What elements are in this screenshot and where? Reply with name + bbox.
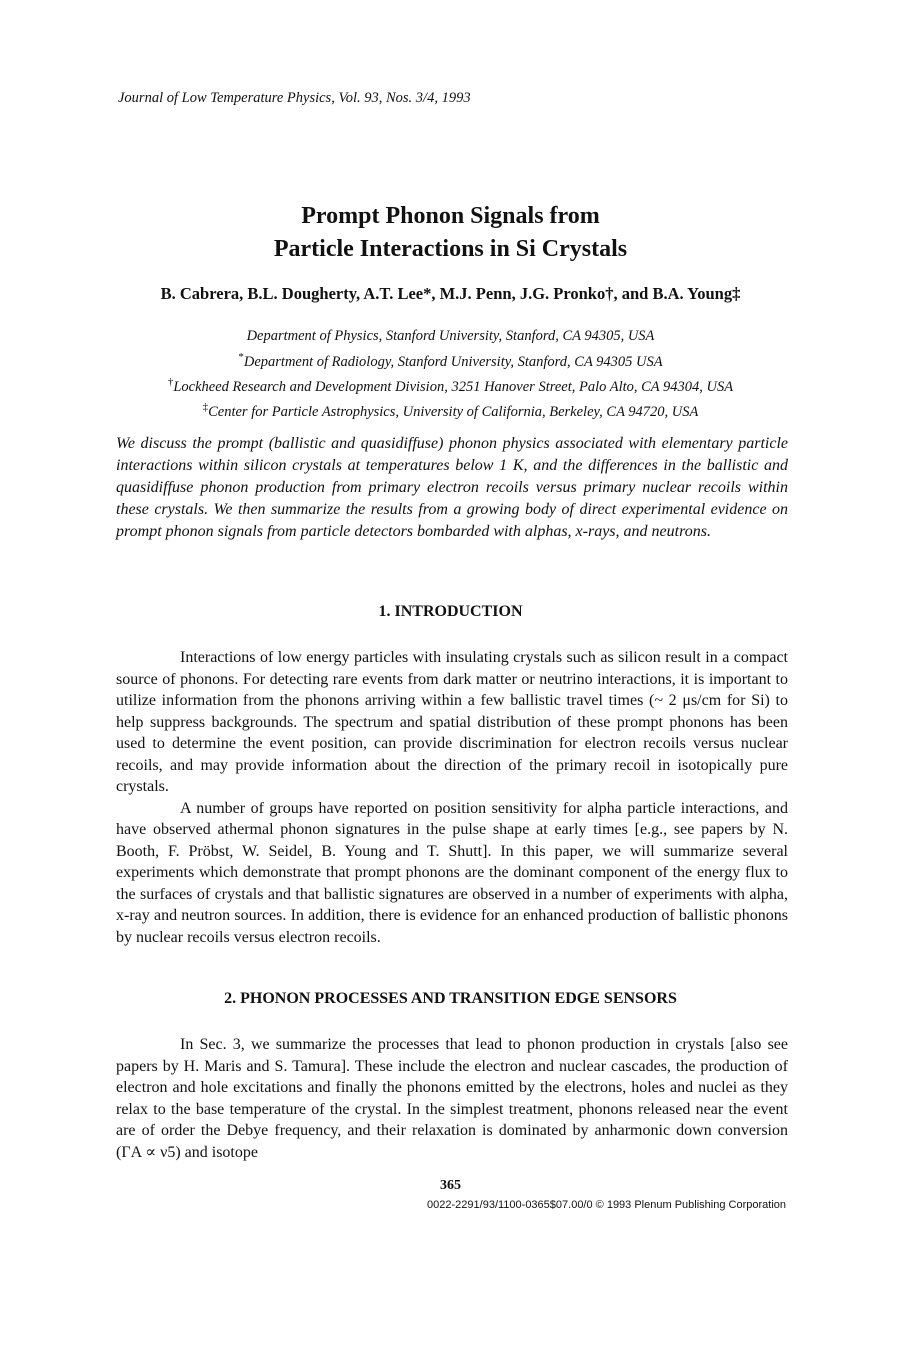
affiliation-text: Center for Particle Astrophysics, University of California, Berkeley, CA 94720, USA <box>208 403 699 420</box>
affiliation-3 <box>0 372 901 397</box>
affiliation-text: Department of Physics, Stanford University, Stanford, CA 94305, USA <box>246 328 655 344</box>
title-line-2: Particle Interactions in Si Crystals <box>273 236 628 262</box>
affiliation-mark: ‡ <box>202 401 209 414</box>
affiliation-1 <box>0 326 901 347</box>
copyright-line: 0022-2291/93/1100-0365$07.00/0 © 1993 Plenum Publishing Corporation <box>427 1199 786 1211</box>
section-heading-phonon-processes: 2. PHONON PROCESSES AND TRANSITION EDGE SENSORS <box>224 990 677 1007</box>
section-heading-introduction: 1. INTRODUCTION <box>378 603 523 620</box>
section-body-introduction <box>116 647 788 948</box>
paragraph: In Sec. 3, we summarize the processes that lead to phonon production in crystals [also see papers by H. Maris and S. Tamura]. These include the electron and nuclear cascades, the production of electron and hole excitations and finally the phonons emitted by the electrons, holes and nuclei as they relax to the base temperature of the crystal. In the simplest treatment, phonons released near the event are of order the Debye frequency, and their relaxation is dominated by anharmonic down conversion (ΓA ∝ ν5) and isotope <box>116 1036 788 1161</box>
author-list: B. Cabrera, B.L. Dougherty, A.T. Lee*, M.J. Penn, J.G. Pronko†, and B.A. Young‡ <box>160 284 741 303</box>
affiliation-2 <box>0 347 901 372</box>
affiliations <box>0 326 901 422</box>
affiliation-4 <box>0 397 901 422</box>
section-body-phonon-processes <box>116 1034 788 1163</box>
affiliation-mark: † <box>167 375 174 388</box>
page-number: 365 <box>440 1178 461 1193</box>
paper-title <box>0 200 901 266</box>
title-line-1: Prompt Phonon Signals from <box>301 203 600 229</box>
paragraph: A number of groups have reported on position sensitivity for alpha particle interactions, and have observed athermal phonon signatures in the pulse shape at early times [e.g., see papers by N. Booth, F. Pröbst, W. Seidel, B. Young and T. Shutt]. In this paper, we will summarize several experiments which demonstrate that prompt phonons are the dominant component of the energy flux to the surfaces of crystals and that ballistic signatures are observed in a number of experiments with alpha, x-ray and neutron sources. In addition, there is evidence for an enhanced production of ballistic phonons by nuclear recoils versus electron recoils. <box>116 799 788 946</box>
affiliation-text: Department of Radiology, Stanford University, Stanford, CA 94305 USA <box>243 353 663 370</box>
affiliation-text: Lockheed Research and Development Division, 3251 Hanover Street, Palo Alto, CA 94304, USA <box>173 378 734 395</box>
affiliation-mark: * <box>238 350 244 363</box>
abstract: We discuss the prompt (ballistic and quasidiffuse) phonon physics associated with elementary particle interactions within silicon crystals at temperatures below 1 K, and the differences in the ballistic and quasidiffuse phonon production from primary electron recoils versus primary nuclear recoils within these crystals. We then summarize the results from a growing body of direct experimental evidence on prompt phonon signals from particle detectors bombarded with alphas, x-rays, and neutrons. <box>116 435 788 540</box>
journal-citation: Journal of Low Temperature Physics, Vol. 93, Nos. 3/4, 1993 <box>118 90 471 106</box>
paragraph: Interactions of low energy particles with insulating crystals such as silicon result in a compact source of phonons. For detecting rare events from dark matter or neutrino interactions, it is important to utilize information from the phonons arriving within a few ballistic travel times (~ 2 μs/cm for Si) to help suppress backgrounds. The spectrum and spatial distribution of these prompt phonons has been used to determine the event position, can provide discrimination for electron recoils versus nuclear recoils, and may provide information about the direction of the primary recoil in isotopically pure crystals. <box>116 649 788 795</box>
